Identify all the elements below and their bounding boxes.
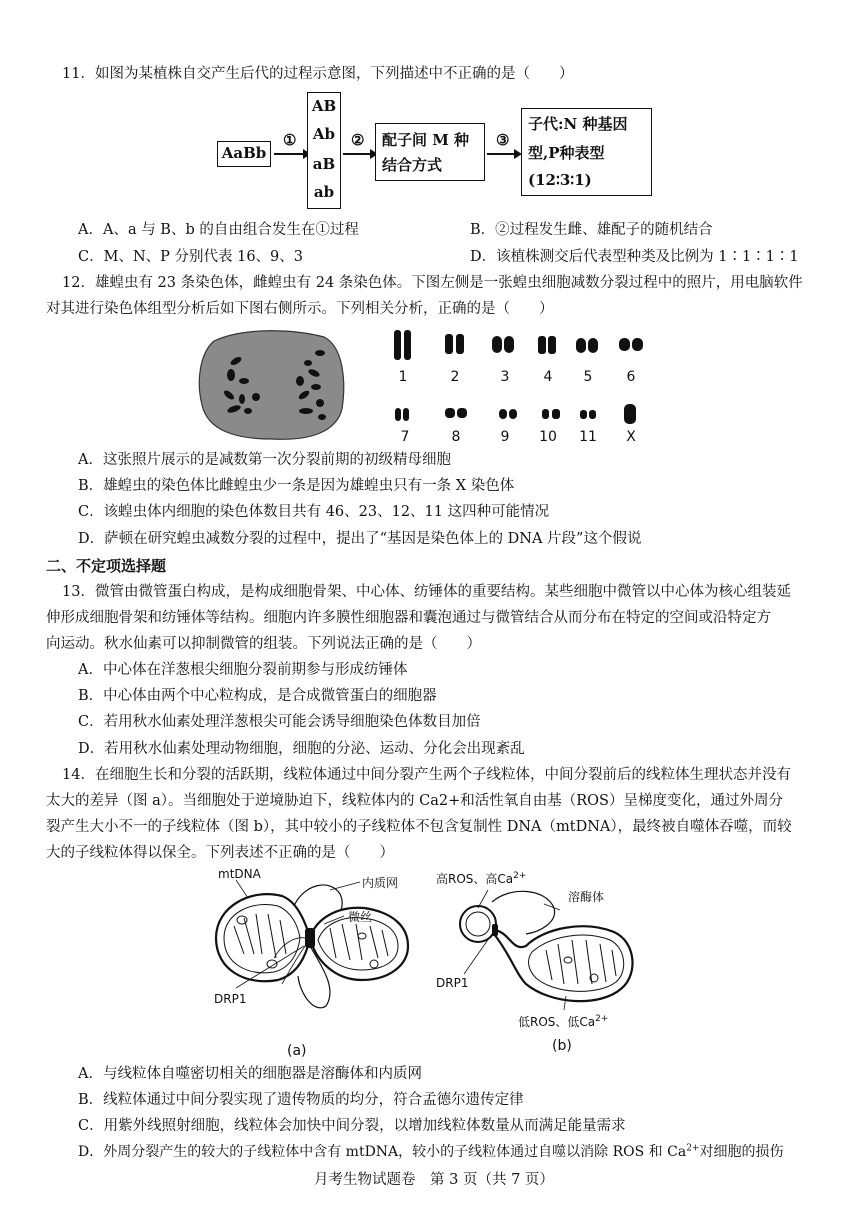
label-low-ca-superscript: 2+ bbox=[595, 1014, 609, 1024]
q14-stem-line-4: 大的子线粒体得以保全。下列表述不正确的是（ ） bbox=[46, 845, 394, 861]
figure-b-caption: (b) bbox=[552, 1038, 572, 1054]
chromosome-label: 1 bbox=[398, 369, 408, 385]
q14-stem-line-1: 14．在细胞生长和分裂的活跃期，线粒体通过中间分裂产生两个子线粒体，中间分裂前后的线粒体生理状态并没有 bbox=[62, 767, 791, 783]
arrow-1 bbox=[274, 153, 304, 155]
q12-stem-line-2: 对其进行染色体组型分析后如下图右侧所示。下列相关分析，正确的是（ ） bbox=[46, 301, 554, 317]
offspring-box bbox=[521, 108, 652, 196]
page-footer: 月考生物试题卷 第 3 页（共 7 页） bbox=[314, 1172, 554, 1188]
gamete-ab-4: ab bbox=[313, 183, 335, 201]
q14-option-d-text-end: 对细胞的损伤 bbox=[699, 1144, 784, 1160]
gamete-ab-1: AB bbox=[311, 97, 337, 115]
q13-stem-line-2: 伸形成细胞骨架和纺锤体等结构。细胞内许多膜性细胞器和囊泡通过与微管结合从而分布在特定的空间或沿特定方 bbox=[46, 610, 771, 626]
label-drp1-a: DRP1 bbox=[214, 992, 247, 1006]
q14-option-b: B．线粒体通过中间分裂实现了遗传物质的均分，符合孟德尔遗传定律 bbox=[78, 1092, 524, 1108]
q13-option-b: B．中心体由两个中心粒构成，是合成微管蛋白的细胞器 bbox=[78, 688, 437, 704]
q11-option-d: D．该植株测交后代表型种类及比例为 1∶1∶1∶1 bbox=[470, 249, 799, 265]
figure-a-caption: (a) bbox=[287, 1043, 307, 1059]
q13-stem-line-1: 13．微管由微管蛋白构成，是构成细胞骨架、中心体、纺锤体的重要结构。某些细胞中微管以中心体为核心组装延 bbox=[62, 584, 791, 600]
chromosome-label: 9 bbox=[500, 429, 510, 445]
label-endoplasmic-reticulum: 内质网 bbox=[362, 876, 399, 890]
combination-box bbox=[375, 123, 485, 181]
q13-stem-line-3: 向运动。秋水仙素可以抑制微管的组装。下列说法正确的是（ ） bbox=[46, 636, 481, 652]
q12-option-a: A．这张照片展示的是减数第一次分裂前期的初级精母细胞 bbox=[78, 452, 451, 468]
label-drp1-b: DRP1 bbox=[436, 976, 469, 990]
mitochondria-fission-figure-a bbox=[212, 866, 442, 1016]
mitochondria-fission-figure-b bbox=[454, 884, 644, 1014]
q12-option-d: D．萨顿在研究蝗虫减数分裂的过程中，提出了“基因是染色体上的 DNA 片段”这个假说 bbox=[78, 531, 642, 547]
parent-genotype-box: AaBb bbox=[217, 141, 271, 167]
label-microfilament: 微丝 bbox=[348, 910, 373, 924]
step-2-label: ② bbox=[351, 131, 365, 149]
label-mtdna: mtDNA bbox=[218, 867, 261, 881]
chromosome-label: 5 bbox=[583, 369, 593, 385]
label-low-ros-ca bbox=[518, 1013, 608, 1030]
q14-option-a: A．与线粒体自噬密切相关的细胞器是溶酶体和内质网 bbox=[78, 1066, 422, 1082]
offspring-line-2: 型,P种表型 bbox=[528, 144, 605, 162]
chromosome-label: 10 bbox=[539, 429, 557, 445]
chromosome-label: 8 bbox=[451, 429, 461, 445]
q14-stem-line-3: 裂产生大小不一的子线粒体（图 b），其中较小的子线粒体不包含复制性 DNA（mtDNA），最终被自噬体吞噬，而较 bbox=[46, 819, 792, 835]
gamete-ab-3: aB bbox=[312, 155, 336, 173]
chromosome-label: 6 bbox=[626, 369, 636, 385]
chromosome-label: 2 bbox=[450, 369, 460, 385]
label-high-ros-ca-text: 高ROS、高Ca bbox=[436, 872, 514, 886]
arrow-3 bbox=[487, 153, 515, 155]
q11-stem: 11．如图为某植株自交产生后代的过程示意图，下列描述中不正确的是（ ） bbox=[62, 66, 574, 82]
chromosome-label: X bbox=[626, 429, 636, 445]
q13-option-d: D．若用秋水仙素处理动物细胞，细胞的分泌、运动、分化会出现紊乱 bbox=[78, 741, 525, 757]
gametes-box bbox=[307, 92, 341, 209]
q12-stem-line-1: 12．雄蝗虫有 23 条染色体，雌蝗虫有 24 条染色体。下图左侧是一张蝗虫细胞减数分裂过程中的照片，用电脑软件 bbox=[62, 275, 803, 291]
offspring-line-1: 子代:N 种基因 bbox=[528, 115, 628, 133]
chromosome-label: 11 bbox=[579, 429, 597, 445]
combination-line-2: 结合方式 bbox=[382, 156, 443, 174]
step-1-label: ① bbox=[283, 131, 297, 149]
q13-option-a: A．中心体在洋葱根尖细胞分裂前期参与形成纺锤体 bbox=[78, 662, 408, 678]
chromosome-label: 3 bbox=[500, 369, 510, 385]
q14-stem-line-2: 太大的差异（图 a）。当细胞处于逆境胁迫下，线粒体内的 Ca2+和活性氧自由基（ROS）呈梯度变化，通过外周分 bbox=[46, 793, 783, 809]
chromosome-label: 7 bbox=[400, 429, 410, 445]
q14-option-d-text: D．外周分裂产生的较大的子线粒体中含有 mtDNA，较小的子线粒体通过自噬以消除 ROS 和 Ca bbox=[78, 1144, 687, 1160]
offspring-line-3: (12∶3∶1) bbox=[528, 171, 592, 189]
grasshopper-cell-photo bbox=[196, 325, 346, 443]
q12-option-b: B．雄蝗虫的染色体比雌蝗虫少一条是因为雄蝗虫只有一条 X 染色体 bbox=[78, 478, 515, 494]
combination-line-1: 配子间 M 种 bbox=[382, 131, 470, 149]
q12-option-c: C．该蝗虫体内细胞的染色体数目共有 46、23、12、11 这四种可能情况 bbox=[78, 504, 550, 520]
chromosome-label: 4 bbox=[543, 369, 553, 385]
q11-option-c: C．M、N、P 分别代表 16、9、3 bbox=[78, 249, 304, 265]
step-3-label: ③ bbox=[496, 131, 510, 149]
label-lysosome: 溶酶体 bbox=[568, 890, 605, 904]
q14-option-d-superscript: 2+ bbox=[686, 1143, 700, 1154]
q14-option-c: C．用紫外线照射细胞，线粒体会加快中间分裂，以增加线粒体数量从而满足能量需求 bbox=[78, 1118, 626, 1134]
label-high-ca-superscript: 2+ bbox=[513, 871, 527, 881]
q11-option-b: B．②过程发生雌、雄配子的随机结合 bbox=[470, 222, 713, 238]
q11-option-a: A．A、a 与 B、b 的自由组合发生在①过程 bbox=[78, 222, 359, 238]
arrow-2 bbox=[343, 153, 371, 155]
label-high-ros-ca bbox=[436, 870, 526, 887]
section-title: 二、不定项选择题 bbox=[46, 557, 167, 575]
label-low-ros-ca-text: 低ROS、低Ca bbox=[518, 1015, 596, 1029]
gamete-ab-2: Ab bbox=[312, 125, 336, 143]
q13-option-c: C．若用秋水仙素处理洋葱根尖可能会诱导细胞染色体数目加倍 bbox=[78, 714, 481, 730]
q14-option-d bbox=[78, 1142, 783, 1162]
